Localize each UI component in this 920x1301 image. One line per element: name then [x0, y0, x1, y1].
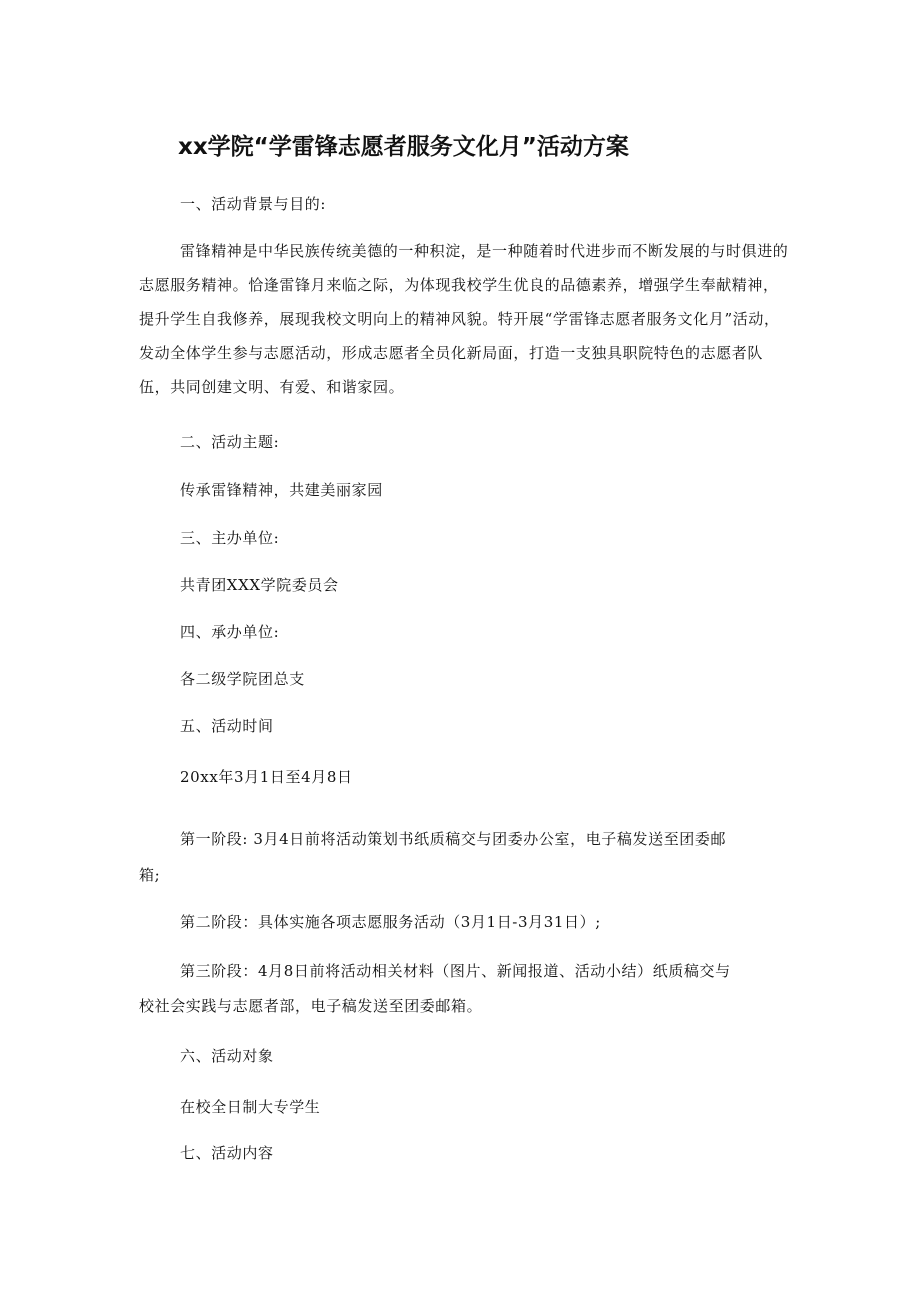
section-heading-organizer: 三、主办单位:	[180, 529, 280, 547]
organizer-text: 共青团XXX学院委员会	[180, 576, 339, 594]
phase-one-line-1: 第一阶段: 3月4日前将活动策划书纸质稿交与团委办公室，电子稿发送至团委邮	[180, 830, 727, 848]
section-heading-co-organizer: 四、承办单位:	[180, 623, 280, 641]
theme-text: 传承雷锋精神，共建美丽家园	[180, 481, 383, 499]
section-heading-content: 七、活动内容	[180, 1144, 274, 1162]
phase-three-line-2: 校社会实践与志愿者部，电子稿发送至团委邮箱。	[139, 997, 483, 1015]
co-organizer-text: 各二级学院团总支	[180, 670, 305, 688]
background-paragraph: 雷锋精神是中华民族传统美德的一种积淀，是一种随着时代进步而不断发展的与时俱进的志愿服务精神。恰逢雷锋月来临之际，为体现我校学生优良的品德素养，增强学生奉献精神，提升学生自我修养，展现我校文明向上的精神风貌。特开展“学雷锋志愿者服务文化月”活动，发动全体学生参与志愿活动，形成志愿者全员化新局面，打造一支独具职院特色的志愿者队伍，共同创建文明、有爱、和谐家园。	[139, 242, 789, 396]
section-heading-theme: 二、活动主题:	[180, 433, 280, 451]
target-text: 在校全日制大专学生	[180, 1098, 321, 1116]
time-text: 20xx年3月1日至4月8日	[180, 768, 353, 786]
section-heading-target: 六、活动对象	[180, 1047, 274, 1065]
phase-two: 第二阶段：具体实施各项志愿服务活动（3月1日-3月31日）;	[180, 913, 601, 931]
phase-three-line-1: 第三阶段：4月8日前将活动相关材料（图片、新闻报道、活动小结）纸质稿交与	[180, 962, 731, 980]
section-heading-time: 五、活动时间	[180, 717, 274, 735]
phase-one-line-2: 箱;	[139, 866, 161, 884]
section-heading-background: 一、活动背景与目的:	[180, 195, 327, 213]
document-title: xx学院“学雷锋志愿者服务文化月”活动方案	[178, 134, 629, 160]
